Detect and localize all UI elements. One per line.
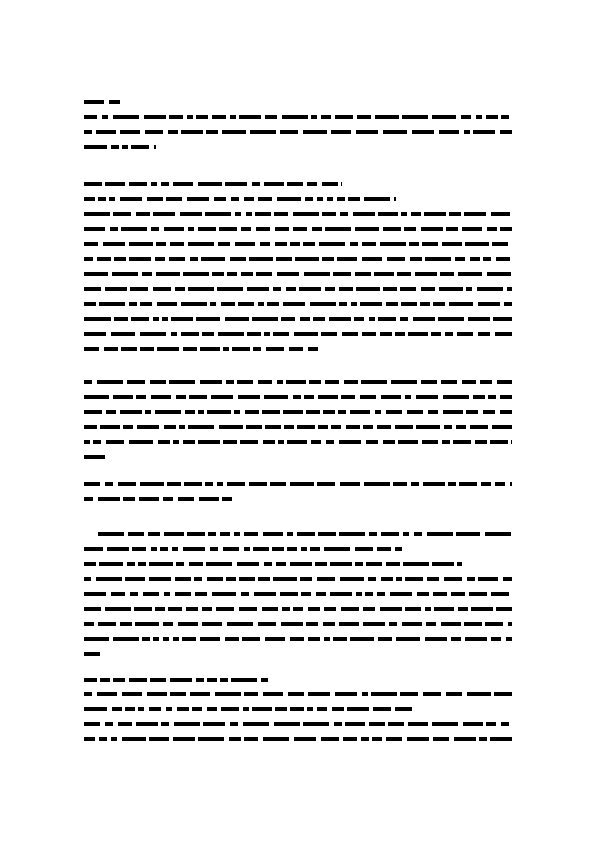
paragraph-1: [84, 100, 512, 160]
text-line: [84, 332, 512, 336]
paragraph-5: [84, 482, 512, 512]
text-line: [84, 547, 512, 551]
text-line: [84, 197, 512, 201]
text-line: [84, 607, 512, 611]
text-line: [84, 425, 512, 429]
text-line: [84, 707, 512, 711]
text-line: [84, 652, 512, 656]
text-line: [84, 637, 512, 641]
text-line: [84, 497, 512, 501]
text-line: [84, 440, 512, 444]
text-line: [84, 737, 512, 741]
text-line: [84, 622, 512, 626]
text-line: [84, 130, 512, 134]
text-line: [84, 115, 512, 119]
text-line: [84, 242, 512, 246]
paragraph-3: [84, 212, 512, 362]
paragraph-8: [84, 678, 512, 693]
paragraph-4: [84, 380, 512, 470]
text-line: [84, 722, 512, 726]
text-line: [84, 482, 512, 486]
text-line: [84, 577, 512, 581]
text-line: [84, 455, 512, 459]
text-line: [84, 100, 512, 104]
text-line: [84, 227, 512, 231]
paragraph-2: [84, 182, 512, 212]
paragraph-9: [84, 692, 512, 752]
text-line: [84, 678, 512, 682]
text-line: [84, 317, 512, 321]
text-line: [84, 257, 512, 261]
paragraph-7: [84, 562, 512, 667]
text-line: [84, 410, 512, 414]
text-line: [84, 212, 512, 216]
text-line: [84, 182, 512, 186]
text-line: [84, 380, 512, 384]
text-line: [84, 562, 512, 566]
paragraph-6: [84, 532, 512, 562]
text-line: [84, 592, 512, 596]
text-line: [84, 692, 512, 696]
text-line: [84, 395, 512, 399]
text-line: [84, 347, 512, 351]
text-line: [84, 532, 512, 536]
text-line: [84, 302, 512, 306]
text-line: [84, 272, 512, 276]
text-line: [84, 287, 512, 291]
text-line: [84, 145, 512, 149]
